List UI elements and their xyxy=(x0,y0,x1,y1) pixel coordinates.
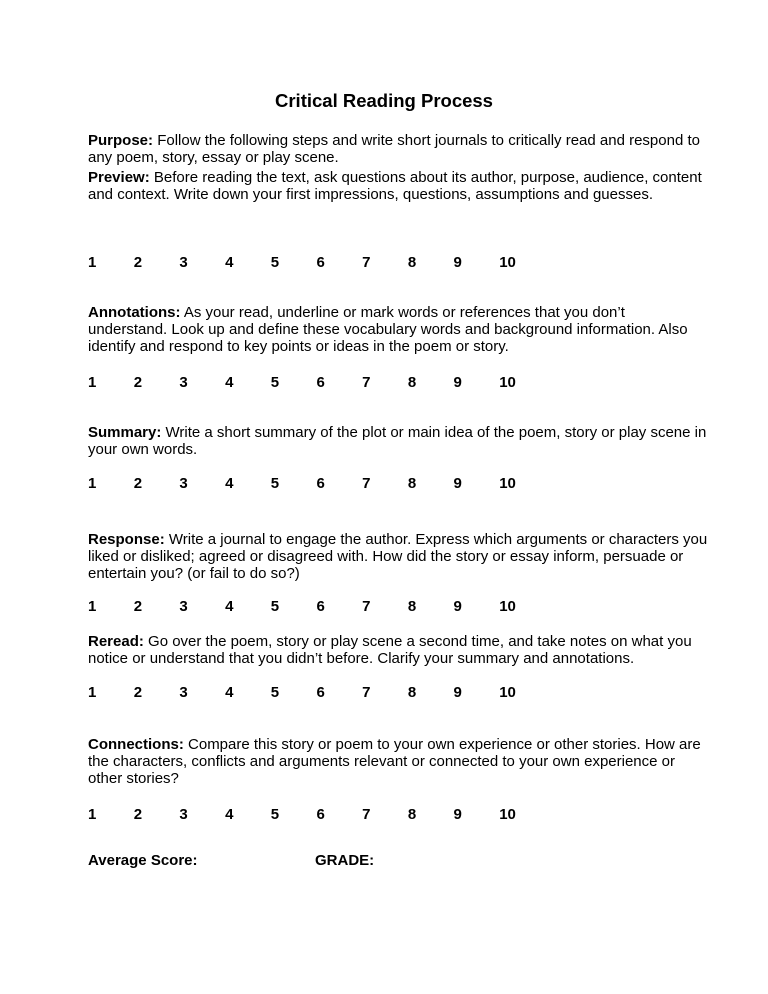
score-option: 4 xyxy=(225,254,234,271)
score-option: 7 xyxy=(362,806,371,823)
score-option: 9 xyxy=(453,254,462,271)
score-option: 10 xyxy=(499,254,516,271)
score-option: 10 xyxy=(499,806,516,823)
score-option: 2 xyxy=(133,475,143,492)
purpose-text: Follow the following steps and write short journals to critically read and respond to any poem, story, essay or play scene. xyxy=(88,132,700,166)
annotations-score-scale xyxy=(88,374,545,391)
score-option: 7 xyxy=(362,374,371,391)
score-option: 1 xyxy=(88,254,97,271)
score-option: 2 xyxy=(133,254,143,271)
connections-paragraph xyxy=(88,736,708,787)
connections-text: Compare this story or poem to your own experience or other stories. How are the characters, conflicts and arguments relevant or connected to your own experience or other stories? xyxy=(88,736,701,787)
score-option: 3 xyxy=(179,684,188,701)
score-option: 4 xyxy=(225,475,234,492)
score-option: 3 xyxy=(179,806,188,823)
score-option: 8 xyxy=(407,374,417,391)
score-option: 9 xyxy=(453,374,462,391)
score-option: 4 xyxy=(225,806,234,823)
score-option: 4 xyxy=(225,598,234,615)
score-option: 5 xyxy=(270,374,280,391)
preview-label: Preview: xyxy=(88,169,150,186)
score-option: 2 xyxy=(133,806,143,823)
score-option: 10 xyxy=(499,374,516,391)
purpose-paragraph xyxy=(88,132,708,166)
score-option: 3 xyxy=(179,475,188,492)
score-option: 2 xyxy=(133,684,143,701)
annotations-paragraph xyxy=(88,304,708,355)
reread-text: Go over the poem, story or play scene a second time, and take notes on what you notice or understand that you didn’t before. Clarify your summary and annotations. xyxy=(88,633,692,667)
response-label: Response: xyxy=(88,531,165,548)
score-option: 6 xyxy=(316,806,325,823)
summary-text: Write a short summary of the plot or main idea of the poem, story or play scene in your own words. xyxy=(88,424,707,458)
connections-score-scale xyxy=(88,806,545,823)
score-option: 5 xyxy=(270,598,280,615)
score-option: 5 xyxy=(270,806,280,823)
score-option: 9 xyxy=(453,684,462,701)
annotations-label: Annotations: xyxy=(88,304,181,321)
score-option: 6 xyxy=(316,254,325,271)
page-title: Critical Reading Process xyxy=(275,90,493,111)
preview-paragraph xyxy=(88,169,708,203)
connections-label: Connections: xyxy=(88,736,184,753)
score-option: 4 xyxy=(225,374,234,391)
score-option: 9 xyxy=(453,475,462,492)
preview-text: Before reading the text, ask questions about its author, purpose, audience, content and context. Write down your first impressions, questions, assumptions and guesses. xyxy=(88,169,702,203)
score-option: 5 xyxy=(270,475,280,492)
score-option: 1 xyxy=(88,684,97,701)
reread-label: Reread: xyxy=(88,633,144,650)
score-option: 5 xyxy=(270,684,280,701)
score-option: 7 xyxy=(362,254,371,271)
summary-label: Summary: xyxy=(88,424,162,441)
score-option: 2 xyxy=(133,374,143,391)
score-option: 6 xyxy=(316,598,325,615)
score-option: 8 xyxy=(407,254,417,271)
score-option: 2 xyxy=(133,598,143,615)
score-option: 3 xyxy=(179,254,188,271)
score-option: 6 xyxy=(316,374,325,391)
score-option: 10 xyxy=(499,684,516,701)
score-option: 9 xyxy=(453,806,462,823)
summary-paragraph xyxy=(88,424,708,458)
annotations-text: As your read, underline or mark words or references that you don’t understand. Look up and define these vocabulary words and background information. Also identify and respond to key points or ideas in the poem or story. xyxy=(88,304,688,355)
score-option: 3 xyxy=(179,598,188,615)
grade-label: GRADE: xyxy=(315,852,375,869)
response-paragraph xyxy=(88,531,708,582)
score-option: 10 xyxy=(499,475,516,492)
score-option: 4 xyxy=(225,684,234,701)
score-option: 8 xyxy=(407,806,417,823)
reread-paragraph xyxy=(88,633,708,667)
score-option: 10 xyxy=(499,598,516,615)
preview-score-scale xyxy=(88,254,545,271)
score-option: 1 xyxy=(88,806,97,823)
score-option: 6 xyxy=(316,475,325,492)
summary-score-scale xyxy=(88,475,545,492)
score-option: 7 xyxy=(362,684,371,701)
score-option: 1 xyxy=(88,374,97,391)
score-option: 7 xyxy=(362,598,371,615)
score-option: 8 xyxy=(407,684,417,701)
score-option: 8 xyxy=(407,475,417,492)
response-score-scale xyxy=(88,598,545,615)
purpose-label: Purpose: xyxy=(88,132,154,149)
response-text: Write a journal to engage the author. Express which arguments or characters you liked or disliked; agreed or disagreed with. How did the story or essay inform, persuade or entertain you? (or fail to do so?) xyxy=(88,531,708,582)
score-option: 5 xyxy=(270,254,280,271)
score-option: 1 xyxy=(88,598,97,615)
score-option: 6 xyxy=(316,684,325,701)
score-option: 3 xyxy=(179,374,188,391)
average-score-label: Average Score: xyxy=(88,852,198,869)
reread-score-scale xyxy=(88,684,545,701)
score-option: 7 xyxy=(362,475,371,492)
score-option: 9 xyxy=(453,598,462,615)
score-option: 1 xyxy=(88,475,97,492)
score-option: 8 xyxy=(407,598,417,615)
